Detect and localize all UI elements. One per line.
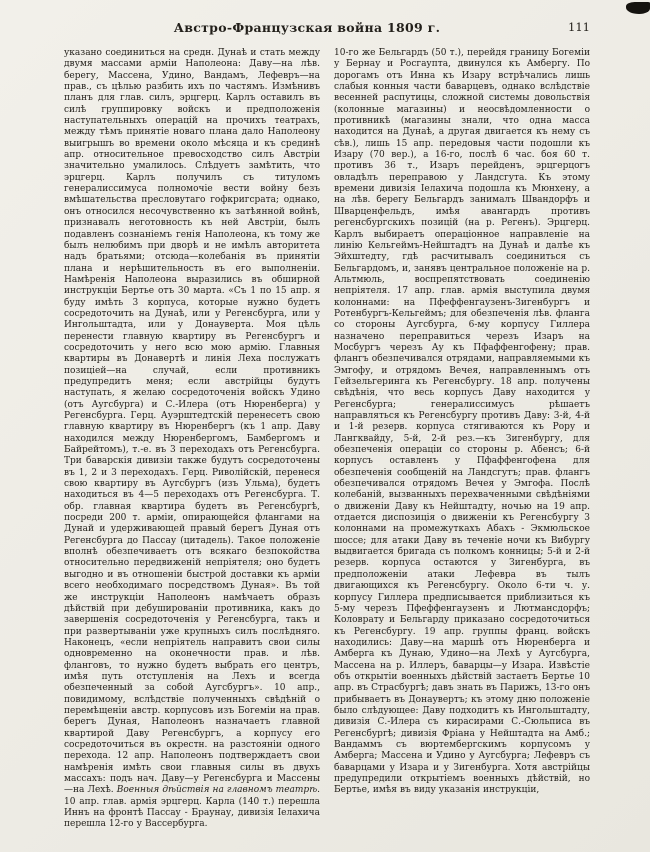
scan-artifact [626,2,650,14]
text-segment: 10-го же Бельгардъ (50 т.), перейдя границу Богеміи у Бернау и Росгаупта, двинулся къ Амбергу. По дорогамъ отъ Инна къ Изару встрѣчались лишь слабыя конныя части баварцевъ, однако вслѣдствіе весенней распутицы, сложной системы довольствія (колонные магазины) и неосвѣдомленности о противникѣ (магазины знали, что одна масса находится на Дунаѣ, а другая двигается къ нему съ сѣв.), лишь 15 апр. передовыя части подошли къ Изару (70 вер.), а 16-го, послѣ 6 час. боя 60 т. противъ 36 т., Изаръ перейденъ, эрцгерцогъ овладѣлъ переправою у Ландсгута. Къ этому времени дивизія Іелахича подошла къ Мюнхену, а на лѣв. берегу Бельгардъ занималъ Швандорфъ и Шварценфельдъ, имѣя авангардъ противъ регенсбургскихъ позицій (на р. Регенъ). Эрцгерц. Карлъ выбираетъ операціонное направленіе на линію Кельгеймъ-Нейштадтъ на Дунаѣ и далѣе къ Эйхштедту, гдѣ расчитывалъ соединиться съ Бельгардомъ, и, занявъ центральное положеніе на р. Альтмюль, воспрепятствовать соединенію непріятеля. 17 апр. глав. армія выступила двумя колоннами: на Пфеффенгаузенъ-Зигенбургъ и Ротенбургъ-Кельгеймъ; для обезпеченія лѣв. фланга со стороны Аугсбурга, 6-му корпусу Гиллера назначено переправиться черезъ Изаръ на Мосбургъ черезъ Ау къ Пфаффенгофену; прав. флангъ обезпечивался отрядами, направляемыми къ Эмгофу, и отрядомъ Вечея, направленнымъ отъ Гейзельгеринга къ Регенсбургу. 18 апр. получены свѣдѣнія, что весь корпусъ Даву находится у Регенсбурга; генералиссимусъ рѣшаетъ направляться къ Регенсбургу противъ Даву: 3-й, 4-й и 1-й резерв. корпуса стягиваются къ Рору и Лангквайду, 5-й, 2-й рез.—къ Зигенбургу, для обезпеченія операціи со стороны р. Абенсъ; 6-й корпусъ оставленъ у Пфаффенгофена для обезпеченія сообщеній на Ландсгутъ; прав. флангъ обезпечивался отрядомъ Вечея у Эмгофа. Послѣ колебаній, вызванныхъ перехваченными свѣдѣніями о движеніи Даву къ Нейштадту, ночью на 19 апр. отдается диспозиція о движеніи къ Регенсбургу 3 колоннами на промежуткахъ Абахъ - Экмюльское шоссе; для атаки Даву въ теченіе ночи къ Вибургу выдвигается бригада съ полкомъ конницы; 5-й и 2-й резерв. корпуса остаются у Зигенбурга, въ предположеніи атаки Лефевра въ тылъ двигающихся къ Регенсбургу. Около 6-ти ч. у. корпусу Гиллера предписывается приблизиться къ 5-му черезъ Пфеффенгаузенъ и Лютмансдорфъ; Коловрату и Бельгарду приказано сосредоточиться къ Регенсбургу. 19 апр. группы франц. войскъ находились: Даву—на маршѣ отъ Нюренберга и Амберга къ Дунаю, Удино—на Лехѣ у Аугсбурга, Массена на р. Иллеръ, баварцы—у Изара. Извѣстіе объ открытіи военныхъ дѣйствій застаетъ Бертье 10 апр. въ Страсбургѣ; давъ знать въ Парижъ, 13-го онъ прибываетъ въ Донаувертъ; къ этому дню положеніе было слѣдующее: Даву подходитъ къ Ингольштадту, дивизія С.-Илера съ кирасирами С.-Сюльписа въ Регенсбургѣ; дивизія Фріана у Нейштадта на Амб.; Вандаммъ съ вюртембергскимъ корпусомъ у Амберга; Массена и Удино у Аугсбурга; Лефевръ съ баварцами у Изара и у Зигенбурга. Хотя австрійцы предупредили открытіемъ военныхъ дѣйствій, но Бертье, имѣя въ виду указанія инструкціи, [334,48,590,796]
text-segment: указано соединиться на средн. Дунаѣ и стать между двумя массами арміи Наполеона: Даву—на лѣв. берегу, Массена, Удино, Вандамъ, Лефевръ—на прав., съ цѣлью разбить ихъ по частямъ. Измѣнивъ планъ для глав. силъ, эрцгерц. Карлъ оставилъ въ силѣ группировку войскъ и предположенія наступательныхъ операцій на прочихъ театрахъ, между тѣмъ принятіе новаго плана дало Наполеону выигрышъ во времени около мѣсяца и къ срединѣ апр. относительное превосходство силъ Австріи значительно умалилось. Слѣдуетъ замѣтить, что эрцгерц. Карлъ получилъ съ титуломъ генералиссимуса полномочіе вести войну безъ вмѣшательства пресловутаго гофкригсрата; однако, онъ относился несочувственно къ затѣянной войнѣ, признавалъ неготовность къ ней Австріи, былъ подавленъ сознаніемъ генія Наполеона, къ тому же былъ нелюбимъ при дворѣ и не имѣлъ авторитета надъ братьями; отсюда—колебанія въ принятіи плана и нерѣшительность въ его выполненіи. Намѣренія Наполеона выразились въ обширной инструкціи Бертье отъ 30 марта. «Съ 1 по 15 апр. я буду имѣть 3 корпуса, которые нужно будетъ сосредоточить на Дунаѣ, или у Регенсбурга, или у Ингольштадта, или у Донауверта. Моя цѣль перенести главную квартиру въ Регенсбургъ и сосредоточить у него всю мою армію. Главныя квартиры въ Донавертѣ и линія Леха послужатъ позиціей—на случай, если противникъ предупредитъ меня; если австрійцы будутъ наступать, я желаю сосредоточенія войскъ Удино (отъ Аугсбурга) и С.-Илера (отъ Нюренберга) у Регенсбурга. Герц. Ауэрштедтскій перенесетъ свою главную квартиру въ Нюренбергъ (къ 1 апр. Даву находился между Нюренбергомъ, Бамбергомъ и Байрейтомъ), т.-е. въ 3 переходахъ отъ Регенсбурга. Три баварскія дивизіи также будутъ сосредоточены въ 1, 2 и 3 переходахъ. Герц. Риволійскій, перенеся свою квартиру въ Аугсбургъ (изъ Ульма), будетъ находиться въ 4—5 переходахъ отъ Регенсбурга. Т. обр. главная квартира будетъ въ Регенсбургѣ, посреди 200 т. арміи, опирающейся флангами на Дунай и удерживающей правый берегъ Дуная отъ Регенсбурга до Пассау (цитадель). Такое положеніе вполнѣ обезпечиваетъ отъ всякаго безпокойства относительно передвиженій непріятеля; оно будетъ выгодно и въ отношеніи быстрой доставки къ арміи всего необходимаго посредствомъ Дуная». Въ той же инструкціи Наполеонъ намѣчаетъ образъ дѣйствій при дебушированіи противника, какъ до завершенія сосредоточенія у Регенсбурга, такъ и при развертываніи уже крупныхъ силъ послѣдняго. Наконецъ, «если непріятель направитъ свои силы одновременно на оконечности прав. и лѣв. фланговъ, то нужно будетъ выбрать его центръ, имѣя путь отступленія на Лехъ и всегда обезпеченный за собой Аугсбургъ». 10 апр., повидимому, вслѣдствіе полученныхъ свѣдѣній о перемѣщеніи австр. корпусовъ изъ Богеміи на прав. берегъ Дуная, Наполеонъ назначаетъ главной квартирой Даву Регенсбургъ, а корпусу его сосредоточиться въ окрестн. на разстояніи одного перехода. 12 апр. Наполеонъ подтверждаетъ свои намѣренія имѣть свои главныя силы въ двухъ массахъ: подъ нач. Даву—у Регенсбурга и Массены—на Лехѣ. [64,48,320,796]
text-column-right [334,48,590,842]
text-column-left [64,48,320,842]
text-columns [64,48,590,842]
page-header-title: Австро-Французская война 1809 г. [173,20,441,35]
text-segment: Военныя дѣйствія на главномъ театрѣ. [116,785,320,796]
text-segment: 10 апр. глав. армія эрцгерц. Карла (140 т.) перешла Иннъ на фронтѣ Пассау - Браунау, дивизія Іелахича перешла 12-го у Вассербурга. [64,796,320,830]
page-number: 111 [568,20,590,34]
page-header [64,20,590,40]
